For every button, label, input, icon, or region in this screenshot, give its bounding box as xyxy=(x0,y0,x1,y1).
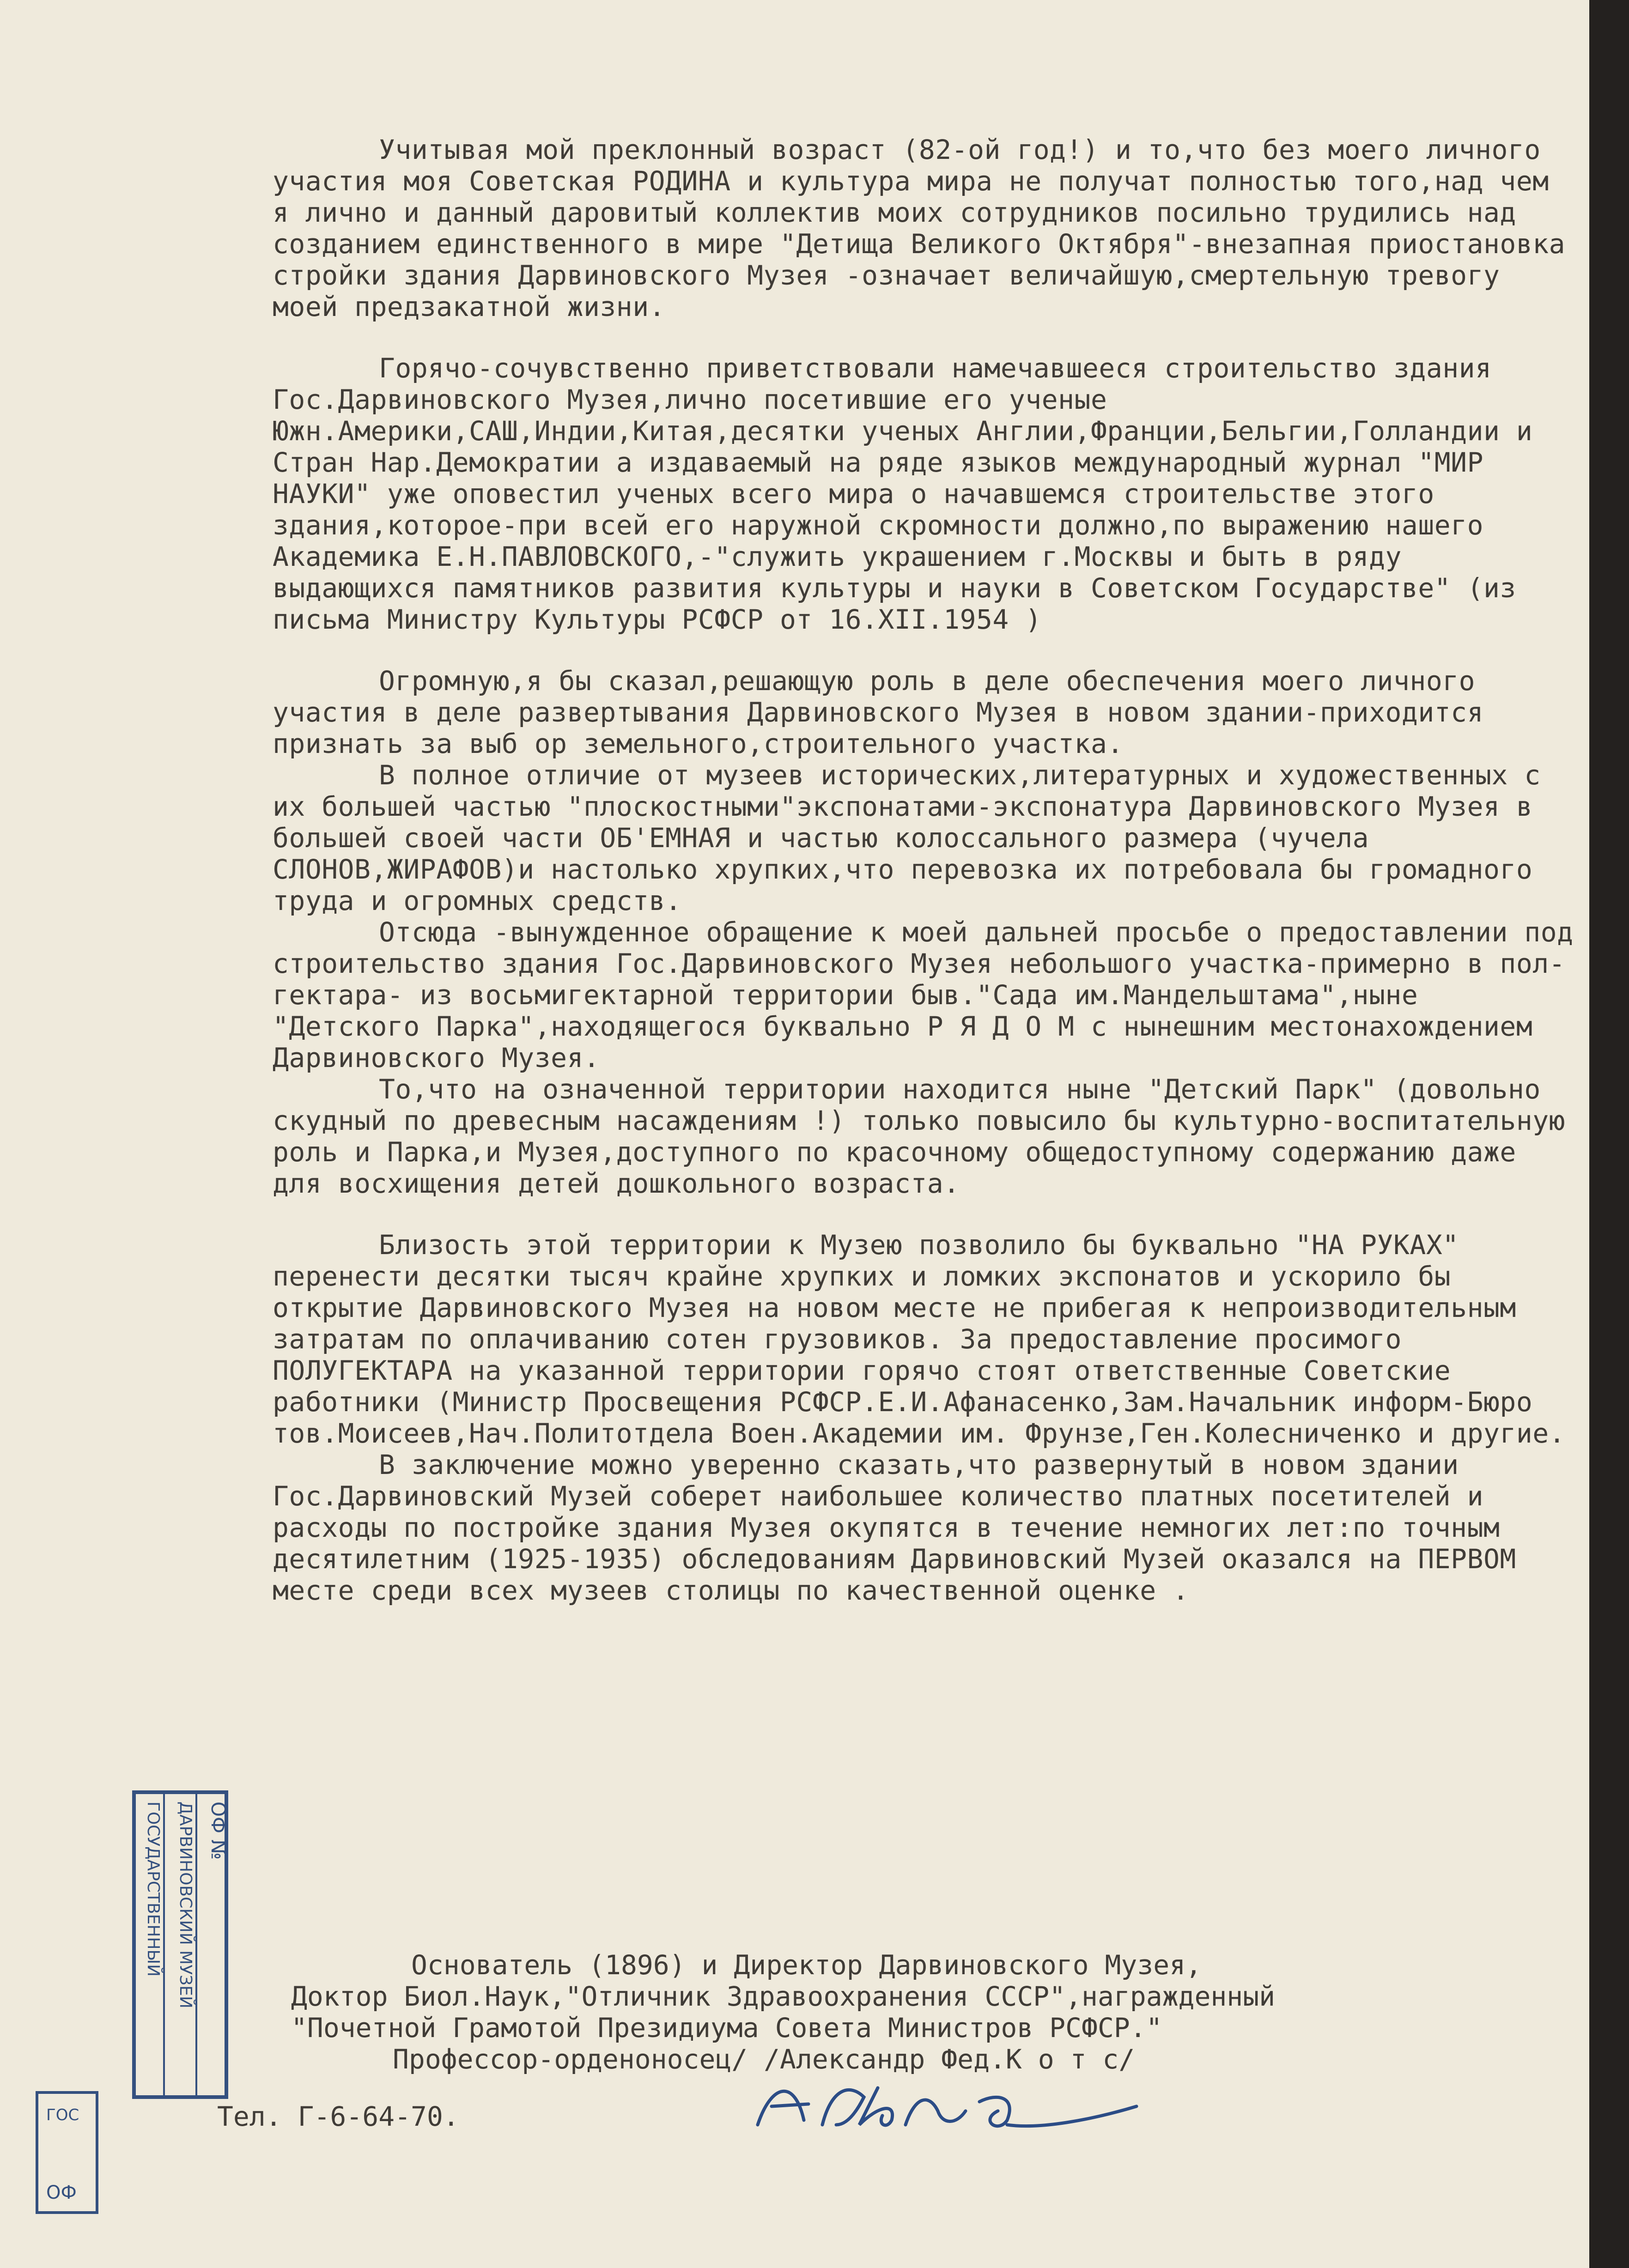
svg-text:ОФ №: ОФ № xyxy=(207,1801,230,1860)
handwritten-signature xyxy=(739,2056,1155,2148)
archive-stamp xyxy=(129,1788,231,2102)
paragraph-age-concern: Учитывая мой преклонный возраст (82-ой год!) и то,что без моего личного участия моя Советская РОДИНА и культура мира не получат полностью того,над чем я лично и данный даровитый коллектив моих сотрудников посильно трудились над созданием единственного в мире "Детища Великого Октября"-внезапная приостановка стройки здания Дарвиновского Музея -означает величайшую,смертельную тревогу моей предзакатной жизни. xyxy=(273,134,1566,322)
letter-body xyxy=(273,134,1580,1606)
paragraph-site-choice: Огромную,я бы сказал,решающую роль в деле обеспечения моего личного участия в деле развертывания Дарвиновского Музея в новом здании-приходится признать за выб ор земельного,строительного участка. xyxy=(273,665,1484,759)
signature-line-founder: Основатель (1896) и Директор Дарвиновского Музея, xyxy=(411,1949,1202,1981)
paragraph-request: Отсюда -вынужденное обращение к моей дальней просьбе о предоставлении под строительство здания Гос.Дарвиновского Музея небольшого участка-примерно в пол-гектара- из восьмигектарной территории быв."Сада им.Мандельштама",ныне "Детского Парка",находящегося буквально Р Я Д О М с нынешним местонахождением Дарвиновского Музея. xyxy=(273,916,1574,1073)
signature-line-name: Профессор-орденоносец/ /Александр Фед.К о т с/ xyxy=(393,2044,1135,2075)
paragraph-international-support: Горячо-сочувственно приветствовали намечавшееся строительство здания Гос.Дарвиновского Музея,лично посетившие его ученые Южн.Америки,САШ,Индии,Китая,десятки ученых Англии,Франции,Бельгии,Голландии и Стран Нар.Демократии а издаваемый на ряде языков международный журнал "МИР НАУКИ" уже оповестил ученых всего мира о начавшемся строительстве этого здания,которое-при всей его наружной скромности должно,по выражению нашего Академика Е.Н.ПАВЛОВСКОГО,-"служить украшением г.Москвы и быть в ряду выдающихся памятников развития культуры и науки в Советском Государстве" (из письма Министру Культуры РСФСР от 16.XII.1954 ) xyxy=(273,352,1533,635)
paragraph-conclusion: В заключение можно уверенно сказать,что развернутый в новом здании Гос.Дарвиновский Музей соберет наибольшее количество платных посетителей и расходы по постройке здания Музея окупятся в течение немногих лет:по точным десятилетним (1925-1935) обследованиям Дарвиновский Музей оказался на ПЕРВОМ месте среди всех музеев столицы по качественной оценке . xyxy=(273,1449,1516,1606)
phone-number: Тел. Г-6-64-70. xyxy=(217,2101,459,2132)
paragraph-childrens-park: То,что на означенной территории находится ныне "Детский Парк" (довольно скудный по древесным насаждениям !) только повысило бы культурно-воспитательную роль и Парка,и Музея,доступного по красочному общедоступному содержанию даже для восхищения детей дошкольного возраста. xyxy=(273,1073,1566,1199)
signature-line-award: "Почетной Грамотой Президиума Совета Министров РСФСР." xyxy=(291,2012,1162,2044)
svg-text:ОФ: ОФ xyxy=(46,2182,77,2203)
svg-text:ГОСУДАРСТВЕННЫЙ: ГОСУДАРСТВЕННЫЙ xyxy=(144,1801,163,1977)
paragraph-proximity: Близость этой территории к Музею позволило бы буквально "НА РУКАХ" перенести десятки тысяч крайне хрупких и ломких экспонатов и ускорило бы открытие Дарвиновского Музея на новом месте не прибегая к непроизводительным затратам по оплачиванию сотен грузовиков. За предоставление просимого ПОЛУГЕКТАРА на указанной территории горячо стоят ответственные Советские работники (Министр Просвещения РСФСР.Е.И.Афанасенко,Зам.Начальник информ-Бюро тов.Моисеев,Нач.Политотдела Воен.Академии им. Фрунзе,Ген.Колесниченко и другие. xyxy=(273,1229,1566,1449)
signature-line-degree: Доктор Биол.Наук,"Отличник Здравоохранения СССР",награжденный xyxy=(291,1981,1276,2012)
paragraph-exhibits: В полное отличие от музеев исторических,литературных и художественных с их большей частью "плоскостными"экспонатами-экспонатура Дарвиновского Музея в большей своей части ОБ'ЕМНАЯ и частью колоссального размера (чучела СЛОНОВ,ЖИРАФОВ)и настолько хрупких,что перевозка их потребовала бы громадного труда и огромных средств. xyxy=(273,759,1541,916)
svg-text:ГОС: ГОС xyxy=(46,2106,79,2124)
svg-text:ДАРВИНОВСКИЙ МУЗЕЙ: ДАРВИНОВСКИЙ МУЗЕЙ xyxy=(176,1801,195,2008)
stamp-fragment xyxy=(28,2088,102,2217)
scan-border xyxy=(1589,0,1629,2268)
